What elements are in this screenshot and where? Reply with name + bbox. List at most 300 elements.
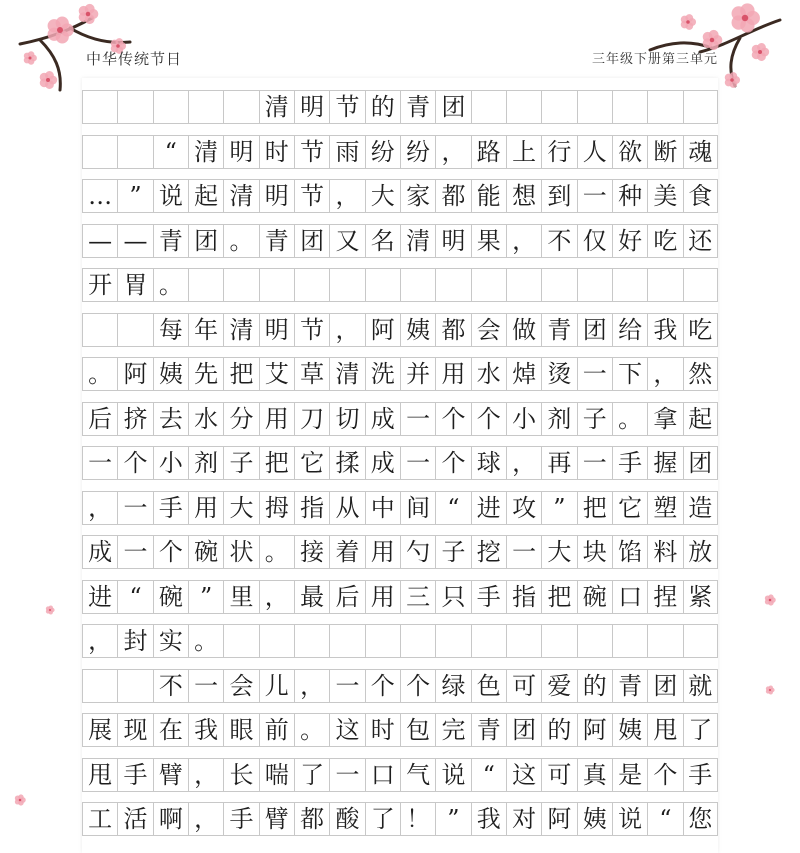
grid-cell: 把 [259,447,294,479]
blossom-center-icon [29,57,32,60]
grid-cell: 开 [82,269,117,301]
grid-cell: 明 [259,180,294,212]
grid-cell: ， [188,759,223,791]
grid-cell: 节 [294,136,329,168]
grid-cell: 做 [506,314,541,346]
grid-cell: 仅 [577,225,612,257]
grid-cell [82,314,117,346]
grid-cell: 用 [188,492,223,524]
grid-cell: 纷 [400,136,435,168]
grid-cell: 着 [329,536,364,568]
grid-cell [683,625,718,657]
grid-cell: 团 [188,225,223,257]
grid-cell [188,269,223,301]
grid-cell: ， [188,803,223,835]
grid-cell: 把 [577,492,612,524]
grid-cell: 攻 [506,492,541,524]
grid-paper [82,78,718,853]
grid-cell: 家 [400,180,435,212]
grid-cell: 个 [435,403,470,435]
grid-cell [577,625,612,657]
grid-cell: 青 [612,670,647,702]
grid-cell: 节 [294,314,329,346]
grid-cell: 包 [400,714,435,746]
grid-cell: 把 [541,581,576,613]
text-row [82,535,718,569]
grid-cell: 了 [294,759,329,791]
grid-cell: 断 [647,136,682,168]
text-row [82,313,718,347]
grid-cell: 我 [188,714,223,746]
grid-cell: 手 [223,803,258,835]
blossom-petal-icon [769,686,773,690]
blossom-center-icon [19,799,22,802]
grid-cell [400,625,435,657]
blossom-center-icon [86,12,91,17]
grid-cell: 都 [294,803,329,835]
grid-cell: 去 [153,403,188,435]
blossom-petal-icon [85,4,95,14]
grid-cell: 洗 [365,358,400,390]
grid-cell: 臂 [259,803,294,835]
grid-cell [117,136,152,168]
grid-cell: 用 [365,581,400,613]
grid-cell [82,670,117,702]
grid-cell: 切 [329,403,364,435]
grid-cell: 不 [153,670,188,702]
grid-cell: ， [259,581,294,613]
grid-cell: 块 [577,536,612,568]
grid-cell: 起 [188,180,223,212]
grid-cell: 的 [365,91,400,123]
blossom-petal-icon [768,594,774,600]
grid-cell: 一 [506,536,541,568]
grid-cell: 路 [471,136,506,168]
grid-cell [365,625,400,657]
grid-cell: 会 [223,670,258,702]
blossom-center-icon [769,689,771,691]
grid-cell: 艾 [259,358,294,390]
grid-cell [188,91,223,123]
grid-cell: 的 [541,714,576,746]
grid-cell: 指 [506,581,541,613]
grid-cell: 我 [471,803,506,835]
grid-cell: 紧 [683,581,718,613]
grid-cell: 把 [223,358,258,390]
grid-cell: 还 [683,225,718,257]
text-row [82,624,718,658]
grid-cell: 长 [223,759,258,791]
grid-cell: 阿 [117,358,152,390]
grid-cell [153,91,188,123]
grid-cell: 成 [82,536,117,568]
grid-cell [541,625,576,657]
grid-cell: 碗 [153,581,188,613]
grid-cell: 姨 [153,358,188,390]
grid-cell: 间 [400,492,435,524]
grid-cell: 指 [294,492,329,524]
grid-cell: 个 [117,447,152,479]
grid-cell [612,269,647,301]
grid-cell: 草 [294,358,329,390]
grid-cell: 刀 [294,403,329,435]
grid-cell: 食 [683,180,718,212]
grid-cell: — [82,225,117,257]
grid-cell: 中 [365,492,400,524]
text-row [82,580,718,614]
grid-cell: 从 [329,492,364,524]
grid-cell: 大 [541,536,576,568]
grid-cell: 人 [577,136,612,168]
grid-cell: 成 [365,403,400,435]
grid-cell: 一 [400,403,435,435]
grid-cell: 一 [117,536,152,568]
grid-cell: 个 [471,403,506,435]
grid-cell: 对 [506,803,541,835]
grid-cell: 它 [612,492,647,524]
grid-cell: 勺 [400,536,435,568]
grid-cell [471,269,506,301]
grid-cell: 球 [471,447,506,479]
header-left-title: 中华传统节日 [86,50,183,68]
grid-cell: 捏 [647,581,682,613]
grid-cell: ， [329,180,364,212]
grid-cell: 青 [400,91,435,123]
grid-cell: 明 [294,91,329,123]
grid-cell: 姨 [400,314,435,346]
grid-cell: 都 [435,314,470,346]
grid-cell: 了 [683,714,718,746]
grid-cell: 然 [683,358,718,390]
grid-cell: 挤 [117,403,152,435]
grid-cell: 清 [400,225,435,257]
grid-cell: 水 [471,358,506,390]
grid-cell: 里 [223,581,258,613]
grid-cell [259,625,294,657]
grid-cell: 果 [471,225,506,257]
grid-cell: 可 [541,759,576,791]
grid-cell: 酸 [329,803,364,835]
grid-cell: 阿 [577,714,612,746]
grid-cell: ， [435,136,470,168]
grid-cell: 儿 [259,670,294,702]
grid-cell: 后 [82,403,117,435]
grid-cell: ！ [400,803,435,835]
grid-cell [400,269,435,301]
grid-cell: 封 [117,625,152,657]
grid-cell: 欲 [612,136,647,168]
grid-cell: ， [329,314,364,346]
title-row [82,90,718,124]
text-row [82,758,718,792]
grid-cell: 团 [435,91,470,123]
grid-cell: 时 [365,714,400,746]
grid-cell: “ [117,581,152,613]
blossom-petal-icon [115,38,123,46]
grid-cell: 口 [365,759,400,791]
grid-cell: 清 [223,180,258,212]
grid-cell: 青 [259,225,294,257]
grid-cell: 吃 [683,314,718,346]
grid-cell: 吃 [647,225,682,257]
text-row [82,357,718,391]
grid-cell: 雨 [329,136,364,168]
grid-cell [259,269,294,301]
grid-cell: 。 [188,625,223,657]
grid-cell: ， [506,447,541,479]
grid-cell: 后 [329,581,364,613]
grid-cell: 状 [223,536,258,568]
blossom-petal-icon [45,71,54,80]
grid-cell [294,625,329,657]
grid-cell [612,625,647,657]
text-row [82,268,718,302]
grid-cell: 焯 [506,358,541,390]
grid-cell: 下 [612,358,647,390]
grid-cell: 在 [153,714,188,746]
grid-cell: 气 [400,759,435,791]
text-row [82,446,718,480]
grid-cell: 您 [683,803,718,835]
grid-cell: 色 [471,670,506,702]
grid-cell: ” [541,492,576,524]
blossom-petal-icon [757,43,766,52]
grid-cell: 子 [435,536,470,568]
grid-cell: 放 [683,536,718,568]
grid-cell: 拇 [259,492,294,524]
grid-cell: 时 [259,136,294,168]
grid-cell: 手 [153,492,188,524]
grid-cell [506,625,541,657]
grid-cell: 剂 [188,447,223,479]
grid-cell: 它 [294,447,329,479]
grid-cell: 的 [577,670,612,702]
grid-cell: 给 [612,314,647,346]
grid-cell: 一 [577,358,612,390]
grid-cell: ， [647,358,682,390]
grid-cell: 团 [294,225,329,257]
blossom-center-icon [769,599,772,602]
grid-cell: 大 [365,180,400,212]
grid-cell: 能 [471,180,506,212]
grid-cell: 分 [223,403,258,435]
text-row [82,802,718,836]
grid-cell: 好 [612,225,647,257]
grid-cell: 明 [223,136,258,168]
grid-cell [647,269,682,301]
grid-cell: 姨 [612,714,647,746]
grid-cell: 说 [153,180,188,212]
grid-cell: 说 [435,759,470,791]
grid-cell: 一 [400,447,435,479]
grid-cell: 是 [612,759,647,791]
grid-cell [577,269,612,301]
grid-cell: 了 [365,803,400,835]
grid-cell: 节 [329,91,364,123]
grid-cell: 大 [223,492,258,524]
grid-cell: 再 [541,447,576,479]
grid-cell: ， [294,670,329,702]
blossom-petal-icon [729,72,737,80]
text-row [82,135,718,169]
grid-cell: 拿 [647,403,682,435]
grid-cell: 个 [153,536,188,568]
grid-cell: 进 [82,581,117,613]
grid-cell: 先 [188,358,223,390]
grid-cell: 剂 [541,403,576,435]
grid-cell: 明 [259,314,294,346]
grid-cell: 小 [506,403,541,435]
grid-cell [435,625,470,657]
grid-cell [82,136,117,168]
grid-cell: 。 [294,714,329,746]
grid-cell: 节 [294,180,329,212]
grid-cell: 三 [400,581,435,613]
grid-cell: 真 [577,759,612,791]
grid-cell: 一 [117,492,152,524]
blossom-center-icon [686,20,690,24]
grid-cell [117,314,152,346]
grid-cell: 。 [259,536,294,568]
text-row [82,402,718,436]
grid-cell: 啊 [153,803,188,835]
grid-cell: 团 [683,447,718,479]
grid-cell: 活 [117,803,152,835]
blossom-petal-icon [56,17,69,30]
grid-cell [683,91,718,123]
grid-cell: 。 [223,225,258,257]
header-right-title: 三年级下册第三单元 [591,52,718,67]
grid-cell: ， [82,492,117,524]
grid-cell: … [82,180,117,212]
grid-cell [223,625,258,657]
grid-cell: 魂 [683,136,718,168]
grid-cell [294,269,329,301]
grid-cell: 馅 [612,536,647,568]
grid-cell [117,91,152,123]
grid-cell: 塑 [647,492,682,524]
grid-cell [541,91,576,123]
grid-cell: 一 [577,180,612,212]
grid-cell: “ [471,759,506,791]
grid-cell: ” [117,180,152,212]
grid-cell: 碗 [577,581,612,613]
grid-cell: 一 [82,447,117,479]
grid-cell: 小 [153,447,188,479]
grid-cell [612,91,647,123]
grid-cell: 一 [329,759,364,791]
grid-cell [647,91,682,123]
grid-cell: “ [435,492,470,524]
grid-cell: 不 [541,225,576,257]
grid-cell [82,91,117,123]
blossom-petal-icon [740,3,754,17]
blossom-center-icon [742,15,749,22]
grid-cell [471,91,506,123]
grid-cell: 前 [259,714,294,746]
grid-cell: 个 [400,670,435,702]
text-row [82,713,718,747]
grid-cell: 子 [577,403,612,435]
grid-cell [117,670,152,702]
grid-cell: 行 [541,136,576,168]
grid-cell: 造 [683,492,718,524]
grid-cell: 握 [647,447,682,479]
grid-cell: “ [647,803,682,835]
grid-cell: ” [435,803,470,835]
grid-cell: 胃 [117,269,152,301]
text-row [82,669,718,703]
text-row [82,491,718,525]
grid-cell: 个 [365,670,400,702]
grid-cell: 水 [188,403,223,435]
grid-cell [365,269,400,301]
grid-cell: “ [153,136,188,168]
grid-cell: 用 [435,358,470,390]
grid-cell: 说 [612,803,647,835]
grid-cell: 爱 [541,670,576,702]
grid-cell: 臂 [153,759,188,791]
grid-cell: 清 [223,314,258,346]
blossom-petal-icon [685,14,693,22]
blossom-center-icon [49,609,51,611]
grid-cell: ， [506,225,541,257]
grid-cell: 清 [188,136,223,168]
grid-cell: 现 [117,714,152,746]
grid-cell: 甩 [82,759,117,791]
grid-cell: 完 [435,714,470,746]
grid-cell: 一 [188,670,223,702]
blossom-petal-icon [49,606,53,610]
grid-cell: 。 [612,403,647,435]
grid-cell: 姨 [577,803,612,835]
grid-cell: 都 [435,180,470,212]
grid-cell: 阿 [365,314,400,346]
grid-cell: 甩 [647,714,682,746]
grid-cell: 实 [153,625,188,657]
grid-cell: 碗 [188,536,223,568]
grid-cell: 眼 [223,714,258,746]
grid-cell: 明 [435,225,470,257]
grid-cell [506,91,541,123]
grid-cell: 这 [506,759,541,791]
grid-cell: 只 [435,581,470,613]
grid-cell: 团 [577,314,612,346]
grid-cell: 接 [294,536,329,568]
grid-cell: 种 [612,180,647,212]
grid-cell: 一 [577,447,612,479]
grid-cell: 个 [647,759,682,791]
grid-cell [223,91,258,123]
grid-cell: 每 [153,314,188,346]
blossom-petal-icon [28,51,35,58]
grid-cell [329,269,364,301]
grid-cell [683,269,718,301]
grid-cell: 成 [365,447,400,479]
text-row [82,179,718,213]
grid-cell: 一 [329,670,364,702]
grid-cell [329,625,364,657]
grid-cell: 手 [612,447,647,479]
grid-cell: 就 [683,670,718,702]
grid-cell: 个 [435,447,470,479]
grid-cell: 团 [647,670,682,702]
grid-cell: 可 [506,670,541,702]
grid-cell [506,269,541,301]
grid-cell [223,269,258,301]
grid-cell: ” [188,581,223,613]
grid-cell: 起 [683,403,718,435]
